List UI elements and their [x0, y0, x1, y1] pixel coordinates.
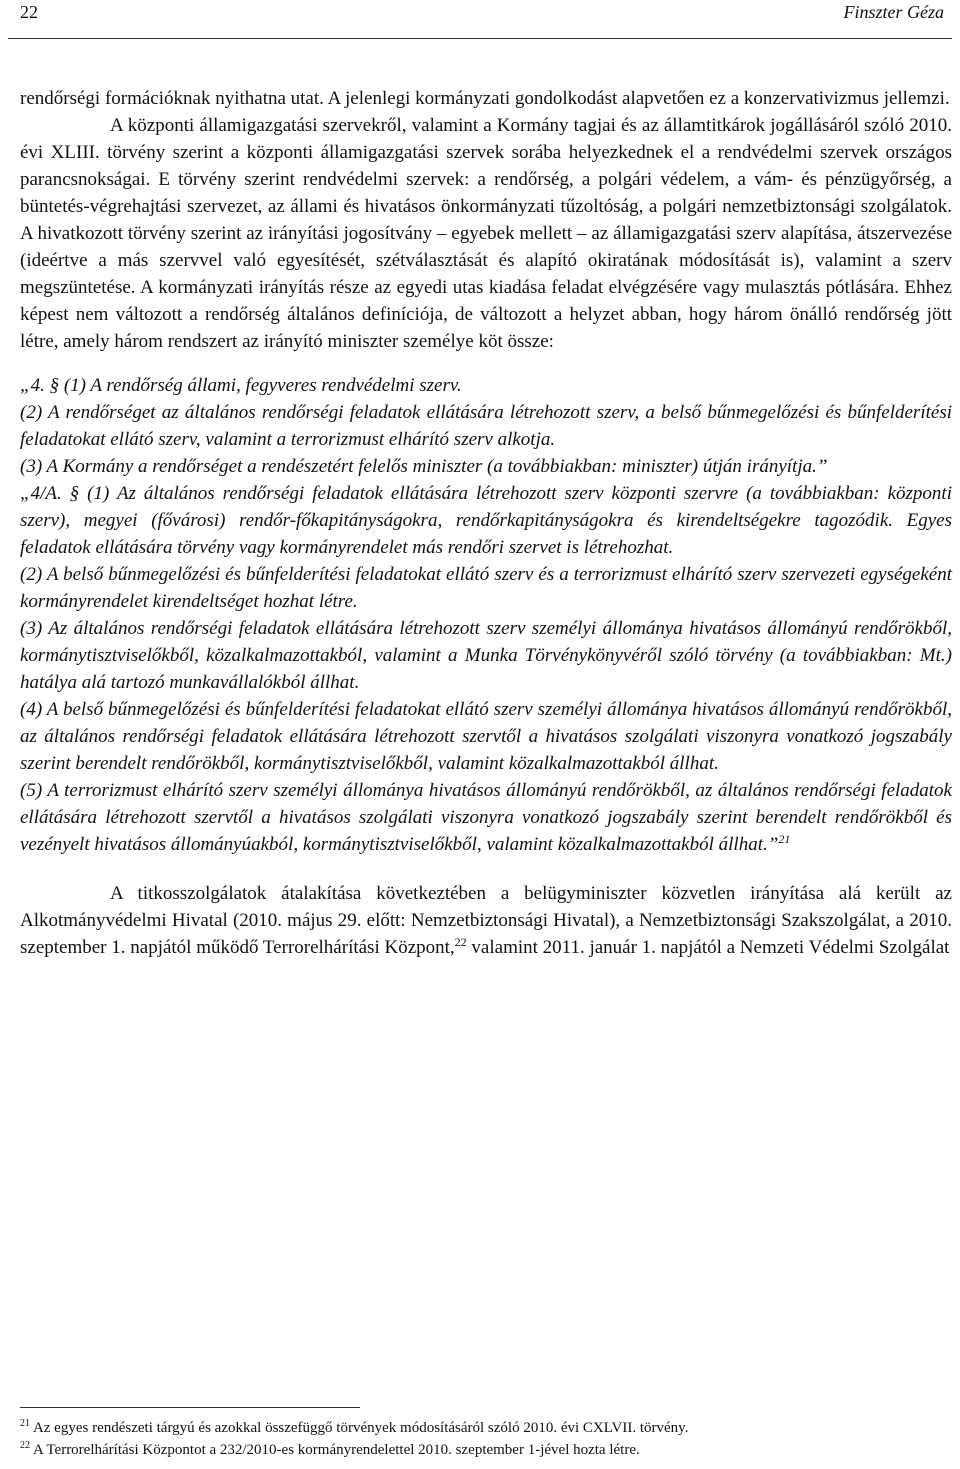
quote-section-4a-3: (3) Az általános rendőrségi feladatok ellátására létrehozott szerv személyi állománya hivatásos állományú rendőrökből, kormánytisztviselőkből, közalkalmazottakból, valamint a Munka Törvénykönyvéről szóló törvény (a továbbiakban: Mt.) hatálya alá tartozó munkavállalókból állhat.: [20, 618, 952, 693]
footnote-number: 21: [20, 1418, 30, 1429]
page-header: [20, 0, 944, 38]
footnote-number: 22: [20, 1440, 30, 1451]
footnote-text: A Terrorelhárítási Központot a 232/2010-es kormányrendelettel 2010. szeptember 1-jével hozta létre.: [32, 1442, 640, 1458]
page-body: [20, 85, 952, 961]
header-rule: [8, 38, 952, 39]
footnote-21: [20, 1417, 952, 1439]
footnote-22: [20, 1439, 952, 1461]
footnote-ref-22[interactable]: 22: [454, 935, 467, 949]
running-head-author: Finszter Géza: [843, 2, 944, 22]
quote-section-4-3: (3) A Kormány a rendőrséget a rendészetért felelős miniszter (a továbbiakban: miniszter) útján irányítja.”: [20, 456, 828, 477]
quote-section-4-1: „4. § (1) A rendőrség állami, fegyveres rendvédelmi szerv.: [20, 375, 462, 396]
footnote-ref-21[interactable]: 21: [778, 832, 791, 846]
footnotes: [20, 1417, 952, 1461]
quote-section-4a-2: (2) A belső bűnmegelőzési és bűnfelderítési feladatokat ellátó szerv és a terrorizmust elhárító szerv szervezeti egységeként kormányrendelet kirendeltséget hozhat létre.: [20, 564, 952, 612]
quote-section-4-2: (2) A rendőrséget az általános rendőrségi feladatok ellátására létrehozott szerv, a belső bűnmegelőzési és bűnfelderítési feladatokat ellátó szerv, valamint a terrorizmust elhárító szerv alkotja.: [20, 402, 952, 450]
paragraph-secret-services-part2: valamint 2011. január 1. napjától a Nemzeti Védelmi Szolgálat: [471, 937, 950, 958]
page-number: 22: [20, 2, 38, 22]
paragraph-secret-services-part1: A titkosszolgálatok átalakítása következtében a belügyminiszter közvetlen irányítása alá került az Alkotmányvédelmi Hivatal (2010. május 29. előtt: Nemzetbiztonsági Hivatal), a Nemzetbiztonsági Szakszolgálat, a 2010. szeptember 1. napjától működő Terrorelhárítási Központ,: [20, 883, 952, 958]
paragraph-secret-services: [20, 880, 952, 961]
footnote-text: Az egyes rendészeti tárgyú és azokkal összefüggő törvények módosításáról szóló 2010. évi CXLVII. törvény.: [32, 1420, 689, 1436]
quote-section-4a-1: „4/A. § (1) Az általános rendőrségi feladatok ellátására létrehozott szerv központi szervre (a továbbiakban: központi szerv), megyei (fővárosi) rendőr-főkapitányságokra, rendőrkapitányságokra és kirendeltségekre tagozódik. Egyes feladatok ellátására törvény vagy kormányrendelet más rendőri szervet is létrehozhat.: [20, 483, 952, 558]
quote-section-4a-4: (4) A belső bűnmegelőzési és bűnfelderítési feladatokat ellátó szerv személyi állománya hivatásos állományú rendőrökből, az általános rendőrségi feladatok ellátására létrehozott szervtől a hivatásos szolgálati viszonyra vonatkozó jogszabály szerint berendelt rendőrökből, kormánytisztviselőkből, valamint közalkalmazottakból állhat.: [20, 699, 952, 774]
paragraph-continued: rendőrségi formációknak nyithatna utat. A jelenlegi kormányzati gondolkodást alapvetően ez a konzervativizmus jellemzi.: [20, 88, 950, 109]
quote-section-4a-5: [20, 777, 952, 858]
law-quotation: [20, 372, 952, 858]
paragraph-law-overview: A központi államigazgatási szervekről, valamint a Kormány tagjai és az államtitkárok jogállásáról szóló 2010. évi XLIII. törvény szerint a központi államigazgatási szervek sorába helyezkednek el a rendvédelmi szervek országos parancsnokságai. E törvény szerint rendvédelmi szervek: a rendőrség, a polgári védelem, a vám- és pénzügyőrség, a büntetés-végrehajtási szervezet, az állami és hivatásos önkormányzati tűzoltóság, a polgári nemzetbiztonsági szolgálatok. A hivatkozott törvény szerint az irányítási jogosítvány – egyebek mellett – az államigazgatási szerv alapítása, átszervezése (ideértve a más szervvel való egyesítését, szétválasztását és alapító okiratának módosítását is), valamint a szerv megszüntetése. A kormányzati irányítás része az egyedi utas kiadása feladat elvégzésére vagy mulasztás pótlására. Ehhez képest nem változott a rendőrség általános definíciója, de változott a helyzet abban, hogy három önálló rendőrség jött létre, amely három rendszert az irányító miniszter személye köt össze:: [20, 115, 952, 352]
footnote-separator: [20, 1407, 360, 1408]
quote-section-4a-5-text: (5) A terrorizmust elhárító szerv személyi állománya hivatásos állományú rendőrökből, az általános rendőrségi feladatok ellátására létrehozott szervtől a hivatásos szolgálati viszonyra vonatkozó jogszabály szerint berendelt rendőrökből és vezényelt hivatásos állományúakból, kormánytisztviselőkből, valamint közalkalmazottakból állhat.”: [20, 780, 952, 855]
